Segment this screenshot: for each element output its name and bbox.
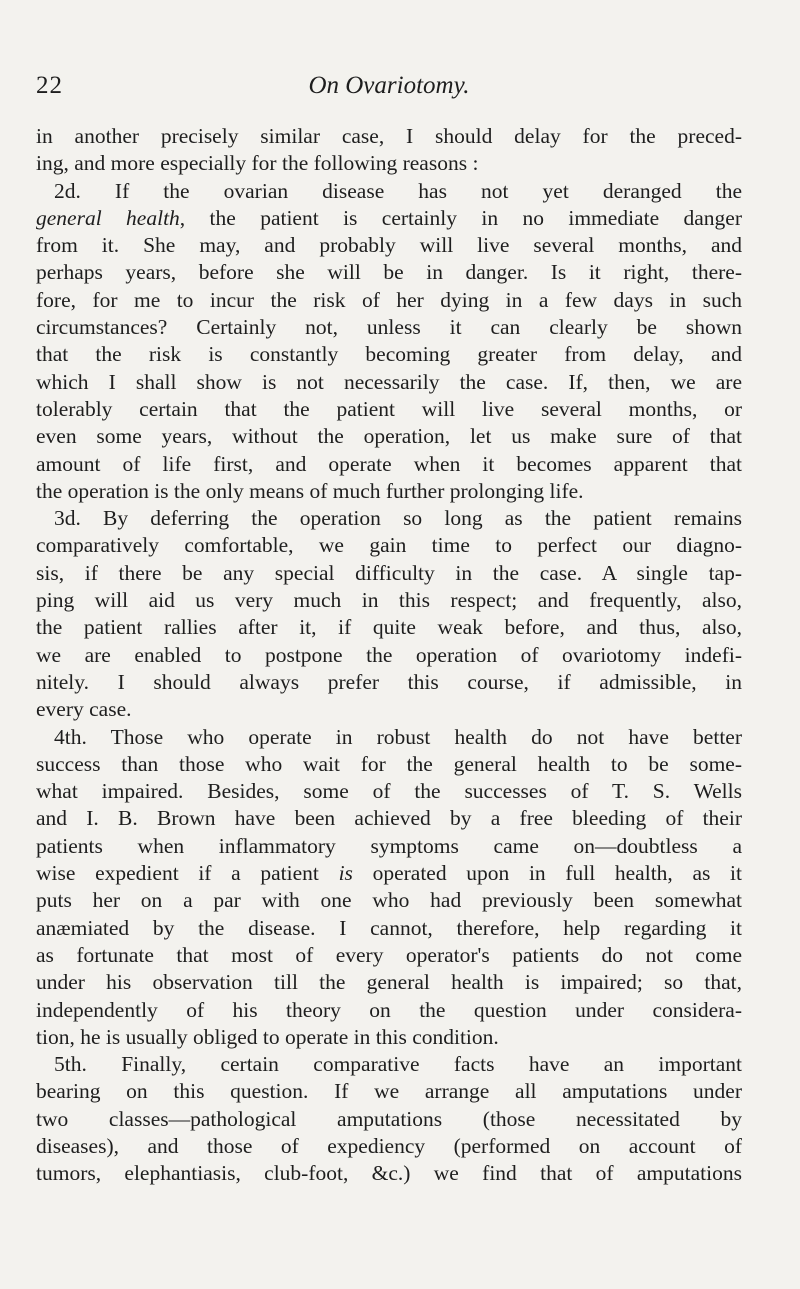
text-line: tumors, elephantiasis, club-foot, &c.) we find that of amputations — [36, 1161, 742, 1186]
text-line: circumstances? Certainly not, unless it can clearly be shown — [36, 315, 742, 340]
text-line: which I shall show is not necessarily the case. If, then, we are — [36, 369, 742, 394]
text-line: ing, and more especially for the following reasons : — [36, 151, 479, 176]
text-line: and I. B. Brown have been achieved by a free bleeding of their — [36, 806, 742, 831]
text-line: what impaired. Besides, some of the successes of T. S. Wells — [36, 779, 742, 804]
page-header — [36, 72, 742, 106]
text-line: success than those who wait for the general health to be some- — [36, 751, 742, 776]
text-line: under his observation till the general health is impaired; so that, — [36, 970, 742, 995]
text-line: fore, for me to incur the risk of her dying in a few days in such — [36, 287, 742, 312]
text-line: 4th. Those who operate in robust health do not have better — [54, 724, 742, 749]
running-title: On Ovariotomy. — [308, 72, 470, 99]
text-line: perhaps years, before she will be in danger. Is it right, there- — [36, 260, 742, 285]
text-line: anæmiated by the disease. I cannot, therefore, help regarding it — [36, 915, 742, 940]
text-line: diseases), and those of expediency (performed on account of — [36, 1133, 742, 1158]
text-line: comparatively comfortable, we gain time to perfect our diagno- — [36, 533, 742, 558]
emphasized-text: is — [338, 861, 353, 886]
text-line: sis, if there be any special difficulty in the case. A single tap- — [36, 560, 742, 585]
text-line: independently of his theory on the question under considera- — [36, 997, 742, 1022]
text-line: that the risk is constantly becoming greater from delay, and — [36, 342, 742, 367]
text-line: 3d. By deferring the operation so long as the patient remains — [54, 506, 742, 531]
text-line: every case. — [36, 697, 132, 722]
emphasized-text: general health — [36, 205, 180, 230]
text-line: the operation is the only means of much further prolonging life. — [36, 478, 584, 503]
body-text — [36, 123, 742, 1188]
text-line: we are enabled to postpone the operation of ovariotomy indefi- — [36, 642, 742, 667]
text-line: wise expedient if a patient is operated upon in full health, as it — [36, 861, 742, 886]
text-line: in another precisely similar case, I should delay for the preced- — [36, 124, 742, 148]
text-line: tion, he is usually obliged to operate in this condition. — [36, 1024, 499, 1049]
text-line: 5th. Finally, certain comparative facts have an important — [54, 1052, 742, 1077]
text-line: as fortunate that most of every operator's patients do not come — [36, 942, 742, 967]
page-number: 22 — [36, 72, 63, 99]
text-line: puts her on a par with one who had previously been somewhat — [36, 888, 742, 913]
text-line: two classes—pathological amputations (those necessitated by — [36, 1106, 742, 1131]
text-line: patients when inflammatory symptoms came on—doubtless a — [36, 833, 742, 858]
text-line: ping will aid us very much in this respect; and frequently, also, — [36, 588, 742, 613]
text-line: amount of life first, and operate when it becomes apparent that — [36, 451, 742, 476]
text-line: tolerably certain that the patient will live several months, or — [36, 396, 742, 421]
text-line: the patient rallies after it, if quite weak before, and thus, also, — [36, 615, 742, 640]
text-line: 2d. If the ovarian disease has not yet deranged the — [54, 178, 742, 203]
text-line: from it. She may, and probably will live several months, and — [36, 233, 742, 258]
text-line: even some years, without the operation, let us make sure of that — [36, 424, 742, 449]
text-line: general health, the patient is certainly in no immediate danger — [36, 205, 742, 230]
text-line: nitely. I should always prefer this course, if admissible, in — [36, 669, 742, 694]
text-line: bearing on this question. If we arrange all amputations under — [36, 1079, 742, 1104]
